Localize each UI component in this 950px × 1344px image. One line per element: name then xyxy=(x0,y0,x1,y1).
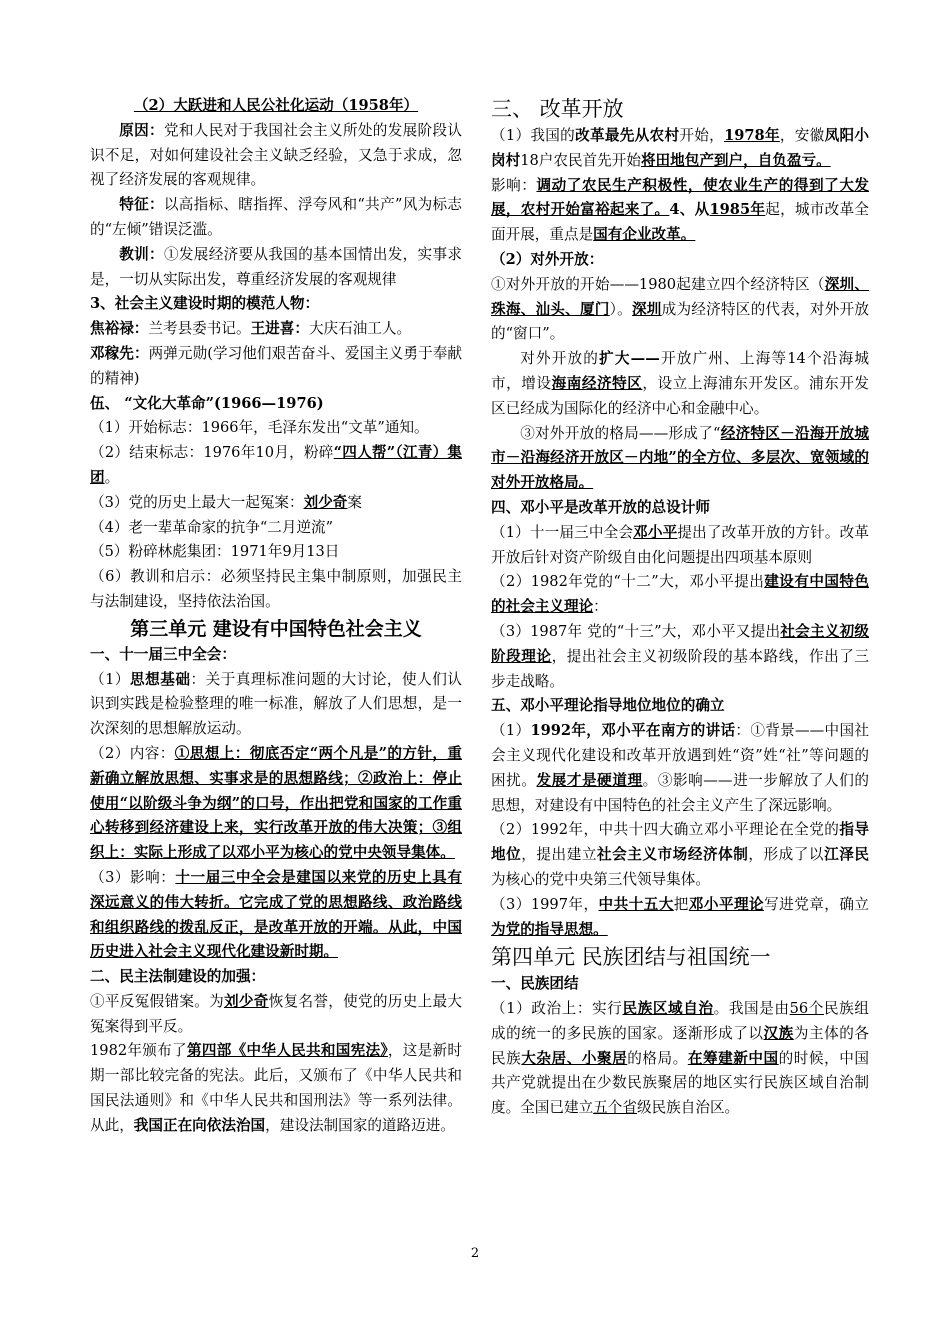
text-run: 一、民族团结 xyxy=(491,975,579,993)
text-run: 汉族 xyxy=(763,1024,794,1042)
text-run: 中共十五大 xyxy=(598,895,674,913)
text-run: （2）大跃进和人民公社化运动（1958年） xyxy=(133,97,419,114)
text-run: ，这是新时期一部比较完备的宪法。此后，又颁布了《中华人民共和国民法通则》和《中华人民共和国刑法》等一系列法律。从此， xyxy=(90,1042,463,1134)
text-run: ：关于真理标准问题的大讨论，使人们认识到实践是检验整理的唯一标准，解放了人们思想，是一次深刻的思想解放运动。 xyxy=(90,670,462,738)
text-run: 三、 改革开放 xyxy=(491,97,624,121)
text-run: ，安徽 xyxy=(779,127,825,144)
right-paragraph xyxy=(491,422,869,496)
right-column xyxy=(491,94,869,1121)
text-run: 焦裕禄： xyxy=(90,320,149,338)
text-run: 以高指标、瞎指挥、浮夸风和“共产”风为标志的“左倾”错误泛滥。 xyxy=(90,196,462,238)
text-run: （6）教训和启示：必须坚持民主集中制原则，加强民主与法制建设，坚持依法治国。 xyxy=(90,568,462,610)
left-paragraph xyxy=(90,243,462,293)
text-run: 为核心的党中央第三代领导集体。 xyxy=(491,870,710,888)
left-paragraph xyxy=(90,643,462,668)
text-run: ，形成了以 xyxy=(748,846,825,864)
text-run: 五、邓小平理论指导地位地位的确立 xyxy=(491,697,725,715)
text-run: ①对外开放的开始——1980起建立四个经济特区（ xyxy=(491,275,825,293)
text-run: （3）影响： xyxy=(90,868,176,886)
text-run: 两弹元勋(学习他们艰苦奋斗、爱国主义勇于奉献的精神) xyxy=(90,344,462,387)
left-paragraph xyxy=(90,1039,462,1138)
text-run: 邓小平理论 xyxy=(688,895,765,913)
right-paragraph xyxy=(491,248,869,273)
text-run: ，提出建立 xyxy=(521,846,597,864)
text-run: 兰考县委书记。 xyxy=(148,320,251,338)
text-run: 56个 xyxy=(789,1000,824,1018)
text-run: （2）结束标志：1976年10月，粉碎 xyxy=(90,444,334,462)
text-run: 改革最先从农村 xyxy=(575,127,680,144)
right-paragraph xyxy=(491,174,869,248)
text-run: 在筹建新中国 xyxy=(687,1049,779,1067)
text-run: 。 xyxy=(104,468,120,486)
text-run: 原因： xyxy=(119,121,164,139)
text-run: 调动了农民生产积极性，使农业生产的得到了大发展，农村开始富裕起来了。 xyxy=(491,176,869,219)
text-run: 成为经济特区的代表，对外开放的“窗口”。 xyxy=(491,300,869,343)
text-run: （1）我国的 xyxy=(491,127,576,144)
text-run: 第四部《中华人民共和国宪法》 xyxy=(186,1042,388,1060)
right-paragraph xyxy=(491,124,869,174)
text-run: （3）党的历史上最大一起冤案： xyxy=(90,493,304,511)
text-run: （3）1997年， xyxy=(491,895,599,913)
text-run: 邓小平 xyxy=(633,523,678,541)
text-run: 国有企业改革。 xyxy=(593,226,696,244)
left-paragraph xyxy=(90,441,462,491)
right-paragraph xyxy=(491,818,869,892)
text-run: （1）开始标志：1966年，毛泽东发出“文革”通知。 xyxy=(90,419,429,437)
left-paragraph xyxy=(90,392,462,417)
text-run: 王进喜： xyxy=(250,320,309,338)
text-run: 五个省 xyxy=(593,1099,637,1117)
text-run: （2）1982年党的“十二”大，邓小平提出 xyxy=(491,573,765,591)
text-run: 1982年颁布了 xyxy=(90,1042,187,1060)
text-run: 开放广州、上海等14个沿海城市，增设 xyxy=(491,350,869,392)
text-run: 深圳 xyxy=(631,300,662,318)
text-run: 恢复名誉，使党的历史上最大冤案得到平反。 xyxy=(90,992,462,1035)
text-run: 1992年，邓小平在南方的讲话 xyxy=(530,722,736,740)
left-paragraph xyxy=(90,990,462,1040)
text-run: 第四单元 民族团结与祖国统一 xyxy=(491,945,771,970)
text-run: 教训： xyxy=(119,245,164,263)
text-run: 为党的指导思想。 xyxy=(491,920,608,938)
text-run: （1）十一届三中全会 xyxy=(491,523,634,541)
text-run: （2）内容： xyxy=(90,744,175,762)
text-run: 的时候，中国共产党就提出在少数民族聚居的地区实行民族区域自治制度。全国已建立 xyxy=(491,1049,869,1117)
left-paragraph xyxy=(90,516,462,541)
text-run: 凤阳小岗村 xyxy=(491,127,869,169)
left-paragraph xyxy=(90,317,462,342)
text-run: 民族区域自治 xyxy=(622,1000,714,1018)
text-run: 社会主义市场经济体制 xyxy=(596,846,749,864)
text-run: 为主体的各民族 xyxy=(491,1024,869,1067)
right-paragraph xyxy=(491,997,869,1121)
text-run: 江泽民 xyxy=(824,846,869,864)
text-run: ，提出社会主义初级阶段的基本路线，作出了三步走战略。 xyxy=(491,647,869,690)
text-run: 海南经济特区 xyxy=(551,374,643,392)
text-run: 民族组成的统一的多民族的国家。逐渐形成了以 xyxy=(491,1000,869,1042)
text-run: 1985年 xyxy=(709,201,766,219)
right-paragraph xyxy=(491,496,869,521)
page-number: 2 xyxy=(470,1246,480,1261)
left-paragraph xyxy=(90,565,462,615)
text-run: ①平反冤假错案。为 xyxy=(90,992,225,1010)
right-paragraph xyxy=(491,893,869,943)
text-run: 起，城市改革全面开展，重点是 xyxy=(491,201,869,244)
text-run: 大庆石油工人。 xyxy=(308,320,412,338)
left-paragraph xyxy=(90,866,462,965)
right-paragraph xyxy=(491,972,869,997)
text-run: 写进党章，确立 xyxy=(764,895,869,913)
text-run: 把 xyxy=(673,895,689,913)
left-paragraph xyxy=(90,292,462,317)
text-run: 对外开放的 xyxy=(520,350,600,368)
text-run: 思想基础 xyxy=(130,670,191,688)
text-run: （4）老一辈革命家的抗争“二月逆流” xyxy=(90,518,334,536)
text-run: 建设有中国特色的社会主义理论 xyxy=(491,573,869,616)
left-paragraph xyxy=(90,342,462,392)
text-run: ③对外开放的格局——形成了“ xyxy=(520,424,721,442)
text-run: 我国正在向依法治国 xyxy=(133,1116,266,1134)
text-run: ①发展经济要从我国的基本国情出发，实事求是，一切从实际出发，尊重经济发展的客观规律 xyxy=(90,245,462,288)
text-run: 特征： xyxy=(119,196,164,214)
left-paragraph xyxy=(90,491,462,516)
text-run: ： xyxy=(593,598,608,616)
text-run: 开始， xyxy=(679,127,725,144)
text-run: （1） xyxy=(90,670,131,688)
text-run: 指导地位 xyxy=(491,821,869,864)
text-run: 发展才是硬道理 xyxy=(536,771,643,789)
left-paragraph xyxy=(90,416,462,441)
text-run: 案 xyxy=(347,493,363,511)
text-run: 级民族自治区。 xyxy=(636,1099,740,1117)
text-run: 的格局。 xyxy=(627,1049,688,1067)
right-paragraph xyxy=(491,347,869,421)
text-run: 大杂居、小聚居 xyxy=(521,1049,628,1067)
text-run: 3、社会主义建设时期的模范人物： xyxy=(90,295,320,313)
text-run: （5）粉碎林彪集团：1971年9月13日 xyxy=(90,543,340,561)
text-run: ，设立上海浦东开发区。浦东开发区已经成为国际化的经济中心和金融中心。 xyxy=(491,374,869,417)
text-run: 社会主义初级阶段理论 xyxy=(491,622,869,665)
right-paragraph xyxy=(491,694,869,719)
text-run: 第三单元 建设有中国特色社会主义 xyxy=(130,617,422,640)
left-paragraph xyxy=(90,119,462,193)
text-run: 4、从 xyxy=(669,201,710,219)
right-paragraph xyxy=(491,942,869,972)
text-run: 将田地包产到户，自负盈亏。 xyxy=(640,151,831,169)
text-run: 一、十一届三中全会： xyxy=(90,645,236,663)
text-run: 二、民主法制建设的加强： xyxy=(90,968,266,986)
right-paragraph xyxy=(491,521,869,571)
text-run: 党和人民对于我国社会主义所处的发展阶段认识不足，对如何建设社会主义缺乏经验，又急于求成，忽视了经济发展的客观规律。 xyxy=(90,121,462,189)
right-paragraph xyxy=(491,570,869,620)
text-run: “四人帮”（江青）集团 xyxy=(90,444,462,486)
text-run: 深圳、珠海、汕头、厦门 xyxy=(491,275,869,318)
text-run: 1978年 xyxy=(724,127,780,144)
text-run: （2）1992年，中共十四大确立邓小平理论在全党的 xyxy=(491,821,840,839)
left-paragraph xyxy=(90,540,462,565)
left-paragraph xyxy=(90,94,462,119)
text-run: 提出了改革开放的方针。改革开放后针对资产阶级自由化问题提出四项基本原则 xyxy=(491,523,869,566)
text-run: 18户农民首先开始 xyxy=(520,151,641,169)
right-paragraph xyxy=(491,94,869,124)
text-run: （1） xyxy=(491,722,531,740)
text-run: ①思想上：彻底否定“两个凡是”的方针，重新确立解放思想、实事求是的思想路线；②政治上：停止使用“以阶级斗争为纲”的口号，作出把党和国家的工作重心转移到经济建设上来，实行改革开放的伟大决策；③组织上：实际上形成了以邓小平为核心的党中央领导集体。 xyxy=(90,744,462,862)
left-paragraph xyxy=(90,965,462,990)
text-run: 扩大—— xyxy=(599,350,660,368)
text-run: （3）1987年 党的“十三”大，邓小平又提出 xyxy=(491,622,781,640)
text-run: 刘少奇 xyxy=(303,493,348,511)
text-run: 刘少奇 xyxy=(224,992,269,1010)
left-paragraph xyxy=(90,193,462,243)
text-run: （2）对外开放： xyxy=(491,250,604,268)
text-run: ）。 xyxy=(609,300,632,318)
text-run: 影响： xyxy=(491,176,537,194)
right-paragraph xyxy=(491,620,869,694)
text-run: 经济特区－沿海开放城市－沿海经济开放区－内地”的全方位、多层次、宽领域的对外开放格局。 xyxy=(491,424,869,492)
text-run: ，建设法制国家的道路迈进。 xyxy=(265,1116,455,1134)
text-run: （1）政治上：实行 xyxy=(491,1000,623,1018)
left-column xyxy=(90,94,462,1139)
text-run: 。③影响——进一步解放了人们的思想，对建设有中国特色的社会主义产生了深远影响。 xyxy=(491,771,869,814)
text-run: 四、邓小平是改革开放的总设计师 xyxy=(491,498,710,516)
text-run: 十一届三中全会是建国以来党的历史上具有深远意义的伟大转折。它完成了党的思想路线、政治路线和组织路线的拨乱反正，是改革开放的开端。从此，中国历史进入社会主义现代化建设新时期。 xyxy=(90,868,462,961)
right-paragraph xyxy=(491,273,869,347)
text-run: 伍、 “文化大革命”(1966—1976) xyxy=(90,394,324,412)
left-paragraph xyxy=(90,615,462,643)
text-run: 。我国是由 xyxy=(713,1000,790,1018)
left-paragraph xyxy=(90,668,462,742)
text-run: ：①背景——中国社会主义现代化建设和改革开放遇到姓“资”姓“社”等问题的困扰。 xyxy=(491,722,869,789)
text-run: 邓稼先： xyxy=(90,344,149,362)
right-paragraph xyxy=(491,719,869,818)
left-paragraph xyxy=(90,742,462,866)
